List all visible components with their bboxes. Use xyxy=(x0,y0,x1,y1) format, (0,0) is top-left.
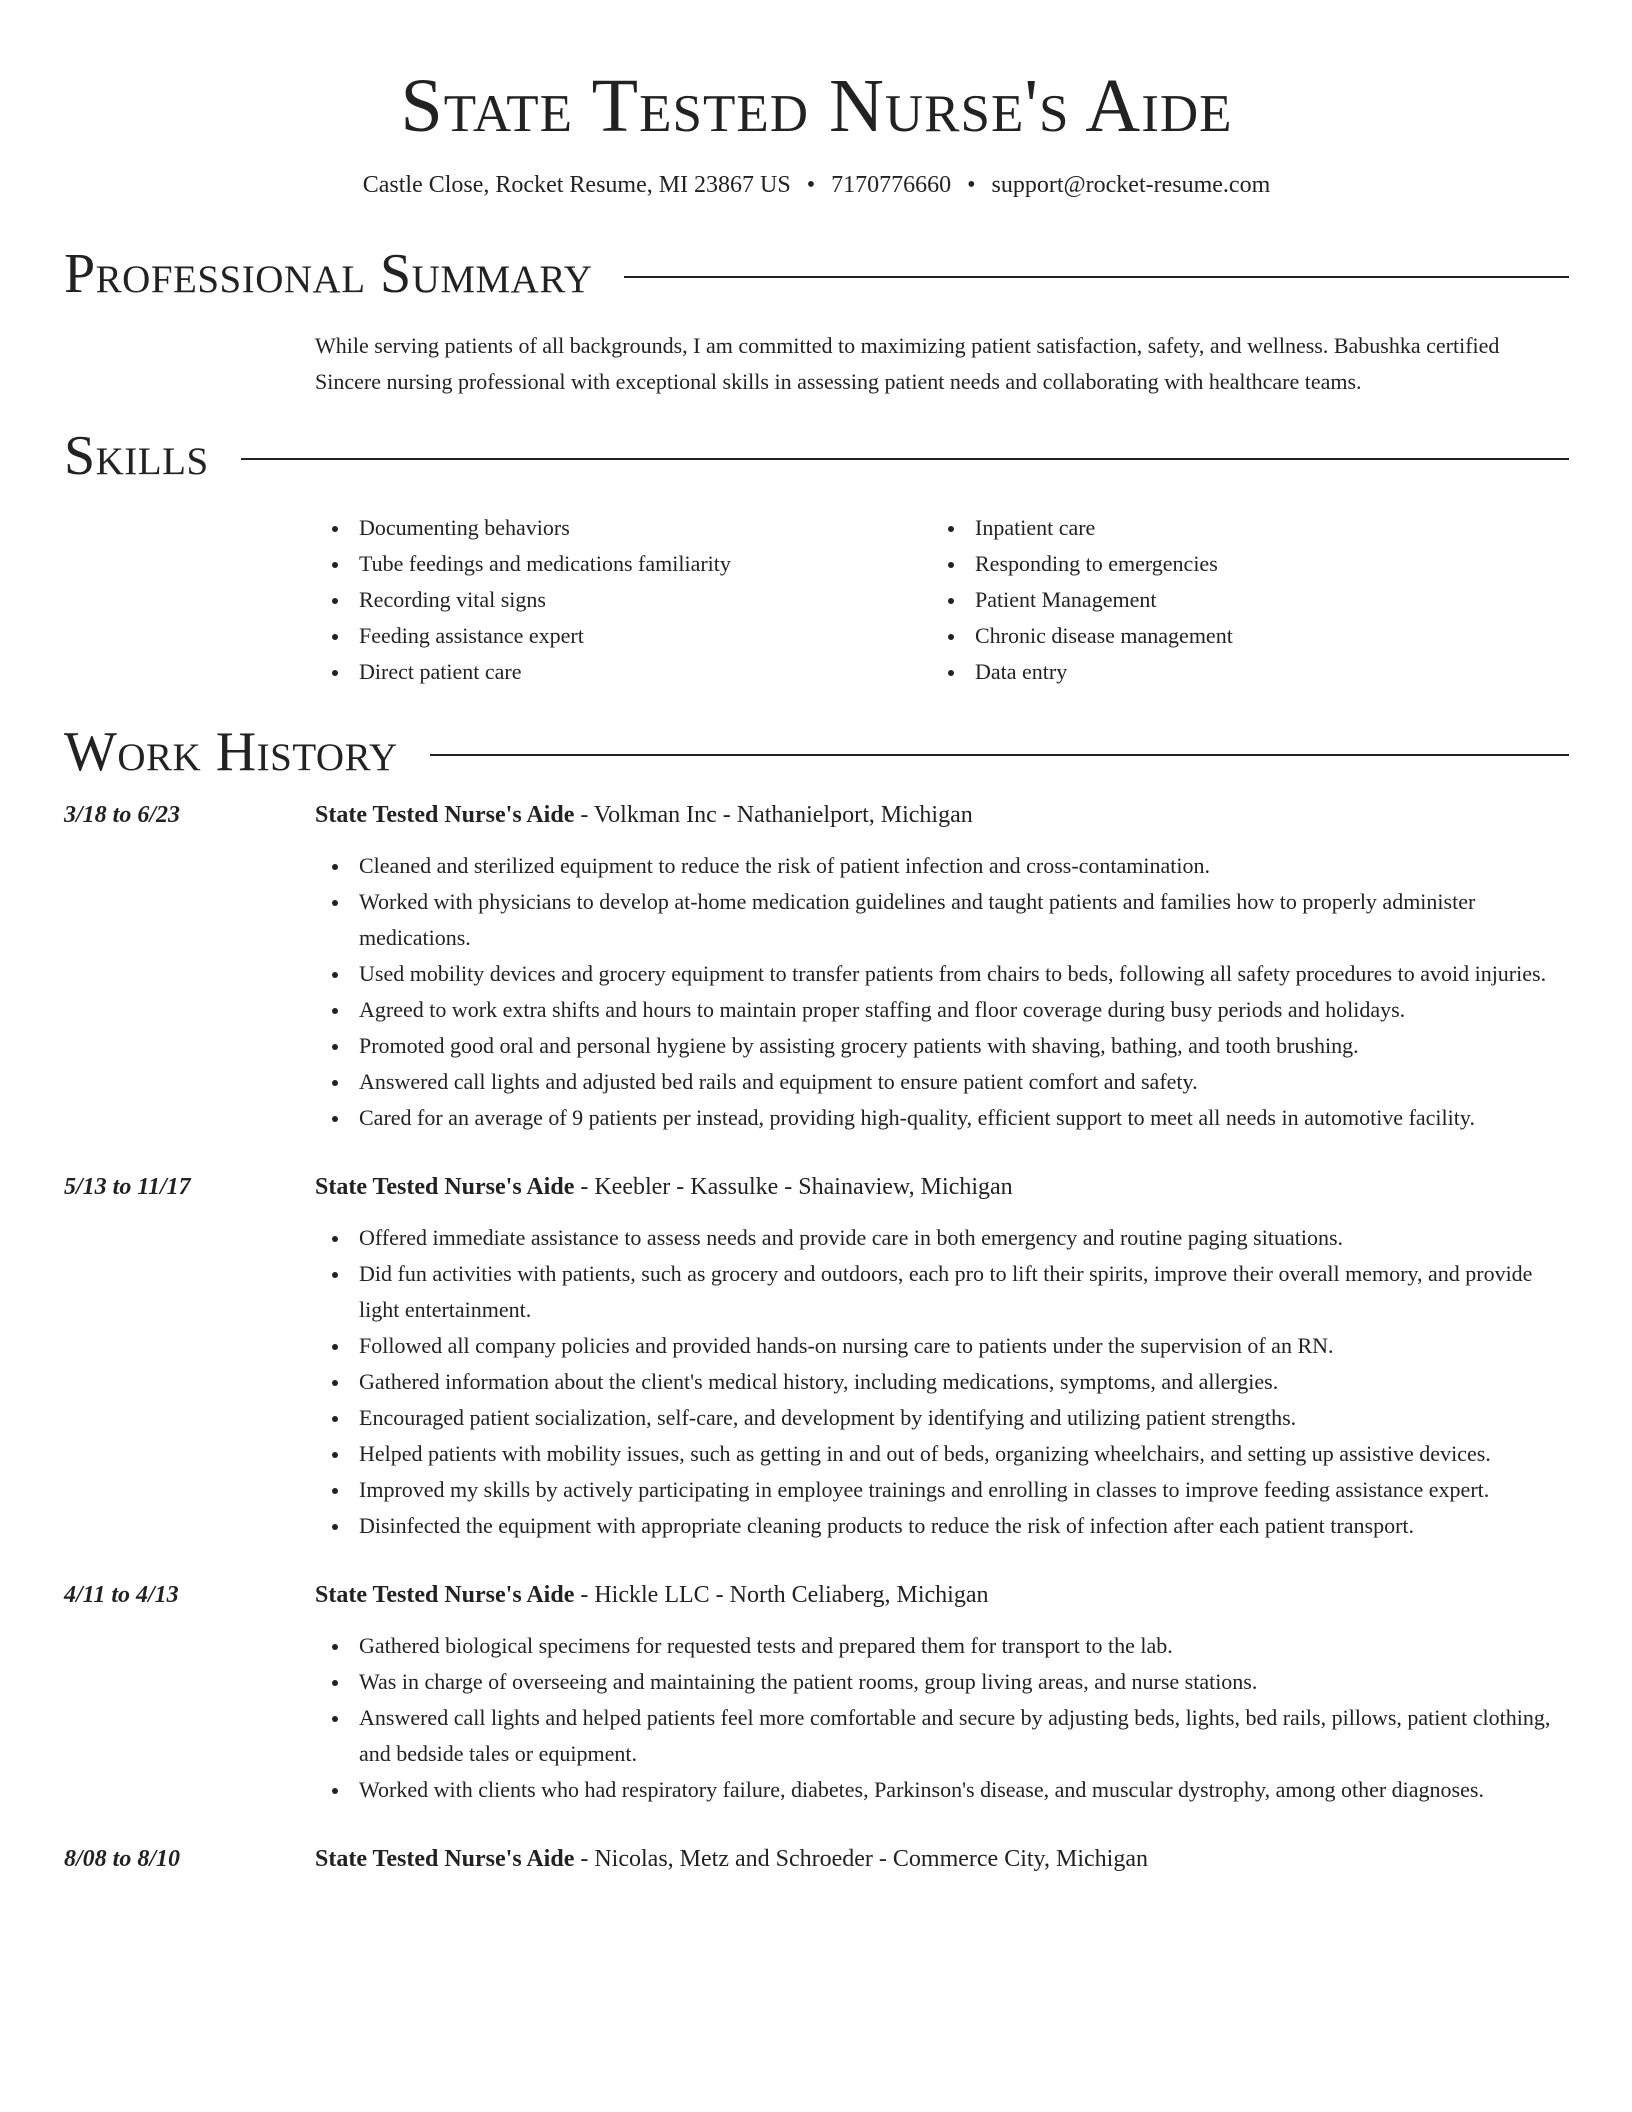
section-header xyxy=(64,426,1569,486)
job-bullet: Was in charge of overseeing and maintaining the patient rooms, group living areas, and nurse stations. xyxy=(359,1664,1569,1700)
job-bullet: Did fun activities with patients, such as grocery and outdoors, each pro to lift their spirits, improve their overall memory, and provide light entertainment. xyxy=(359,1256,1569,1328)
job-bullet: Disinfected the equipment with appropriate cleaning products to reduce the risk of infection after each patient transport. xyxy=(359,1508,1569,1544)
job-bullet: Answered call lights and adjusted bed rails and equipment to ensure patient comfort and safety. xyxy=(359,1064,1569,1100)
skill-item: Chronic disease management xyxy=(975,618,1547,654)
job-company-location: - Hickle LLC - North Celiaberg, Michigan xyxy=(574,1582,989,1608)
professional-summary-section xyxy=(64,244,1569,400)
job-bullet: Promoted good oral and personal hygiene by assisting grocery patients with shaving, bathing, and tooth brushing. xyxy=(359,1028,1569,1064)
job-bullet: Worked with physicians to develop at-home medication guidelines and taught patients and families how to properly administer medications. xyxy=(359,884,1569,956)
job-bullet: Worked with clients who had respiratory failure, diabetes, Parkinson's disease, and muscular dystrophy, among other diagnoses. xyxy=(359,1772,1569,1808)
contact-address: Castle Close, Rocket Resume, MI 23867 US xyxy=(362,172,791,198)
job-entry xyxy=(64,798,1569,1136)
skills-section xyxy=(64,426,1569,690)
skill-item: Documenting behaviors xyxy=(359,510,931,546)
skill-item: Tube feedings and medications familiarity xyxy=(359,546,931,582)
skill-item: Direct patient care xyxy=(359,654,931,690)
skill-item: Feeding assistance expert xyxy=(359,618,931,654)
job-bullet: Encouraged patient socialization, self-care, and development by identifying and utilizing patient strengths. xyxy=(359,1400,1569,1436)
skills-grid xyxy=(315,510,1569,690)
job-company-location: - Nicolas, Metz and Schroeder - Commerce City, Michigan xyxy=(574,1846,1148,1872)
summary-text: While serving patients of all backgrounds, I am committed to maximizing patient satisfaction, safety, and wellness. Babushka certified Sincere nursing professional with exceptional skills in assessing patient needs and collaborating with healthcare teams. xyxy=(315,333,1500,394)
job-date: 5/13 to 11/17 xyxy=(64,1174,191,1200)
job-bullet: Cared for an average of 9 patients per instead, providing high-quality, efficient support to meet all needs in automotive facility. xyxy=(359,1100,1569,1136)
job-heading xyxy=(315,1842,1569,1876)
job-bullet: Used mobility devices and grocery equipment to transfer patients from chairs to beds, following all safety procedures to avoid injuries. xyxy=(359,956,1569,992)
job-entry xyxy=(64,1170,1569,1544)
job-title: State Tested Nurse's Aide xyxy=(315,1582,575,1608)
job-date: 8/08 to 8/10 xyxy=(64,1846,181,1872)
resume-page xyxy=(64,0,1569,1876)
job-entry xyxy=(64,1842,1569,1876)
job-bullets xyxy=(315,848,1569,1136)
job-bullet: Helped patients with mobility issues, such as getting in and out of beds, organizing wheelchairs, and setting up assistive devices. xyxy=(359,1436,1569,1472)
skills-column-left xyxy=(315,510,931,690)
section-header xyxy=(64,722,1569,782)
contact-email: support@rocket-resume.com xyxy=(991,172,1271,198)
skill-item: Patient Management xyxy=(975,582,1547,618)
job-body xyxy=(315,798,1569,1136)
job-heading xyxy=(315,1170,1569,1204)
job-bullet: Answered call lights and helped patients feel more comfortable and secure by adjusting beds, lights, bed rails, pillows, patient clothing, and bedside tales or equipment. xyxy=(359,1700,1569,1772)
job-body xyxy=(315,1578,1569,1808)
job-bullets xyxy=(315,1628,1569,1808)
job-date: 4/11 to 4/13 xyxy=(64,1582,179,1608)
section-divider xyxy=(241,458,1569,460)
skills-column-right xyxy=(931,510,1547,690)
section-title: Professional Summary xyxy=(64,243,593,305)
job-bullet: Gathered information about the client's medical history, including medications, symptoms, and allergies. xyxy=(359,1364,1569,1400)
contact-phone: 7170776660 xyxy=(831,172,952,198)
contact-separator: • xyxy=(967,172,976,198)
job-bullet: Cleaned and sterilized equipment to reduce the risk of patient infection and cross-contamination. xyxy=(359,848,1569,884)
job-bullet: Agreed to work extra shifts and hours to maintain proper staffing and floor coverage during busy periods and holidays. xyxy=(359,992,1569,1028)
section-title: Work History xyxy=(64,721,398,783)
job-title: State Tested Nurse's Aide xyxy=(315,802,575,828)
skill-item: Responding to emergencies xyxy=(975,546,1547,582)
section-divider xyxy=(624,276,1569,278)
job-bullet: Followed all company policies and provided hands-on nursing care to patients under the supervision of an RN. xyxy=(359,1328,1569,1364)
work-history-section xyxy=(64,722,1569,1876)
section-divider xyxy=(430,754,1569,756)
skill-item: Data entry xyxy=(975,654,1547,690)
skill-item: Inpatient care xyxy=(975,510,1547,546)
resume-name: State Tested Nurse's Aide xyxy=(400,64,1233,148)
job-bullet: Gathered biological specimens for requested tests and prepared them for transport to the lab. xyxy=(359,1628,1569,1664)
section-header xyxy=(64,244,1569,304)
job-bullet: Offered immediate assistance to assess needs and provide care in both emergency and routine paging situations. xyxy=(359,1220,1569,1256)
job-body xyxy=(315,1170,1569,1544)
contact-separator: • xyxy=(806,172,816,198)
job-title: State Tested Nurse's Aide xyxy=(315,1846,575,1872)
job-title: State Tested Nurse's Aide xyxy=(315,1174,575,1200)
job-date: 3/18 to 6/23 xyxy=(64,802,181,828)
job-company-location: - Volkman Inc - Nathanielport, Michigan xyxy=(574,802,973,828)
job-body xyxy=(315,1842,1569,1876)
job-list xyxy=(64,798,1569,1876)
job-heading xyxy=(315,1578,1569,1612)
contact-line xyxy=(64,170,1569,200)
section-title: Skills xyxy=(64,425,209,487)
skill-item: Recording vital signs xyxy=(359,582,931,618)
job-company-location: - Keebler - Kassulke - Shainaview, Michigan xyxy=(574,1174,1013,1200)
job-bullet: Improved my skills by actively participating in employee trainings and enrolling in classes to improve feeding assistance expert. xyxy=(359,1472,1569,1508)
job-bullets xyxy=(315,1220,1569,1544)
job-entry xyxy=(64,1578,1569,1808)
job-heading xyxy=(315,798,1569,832)
